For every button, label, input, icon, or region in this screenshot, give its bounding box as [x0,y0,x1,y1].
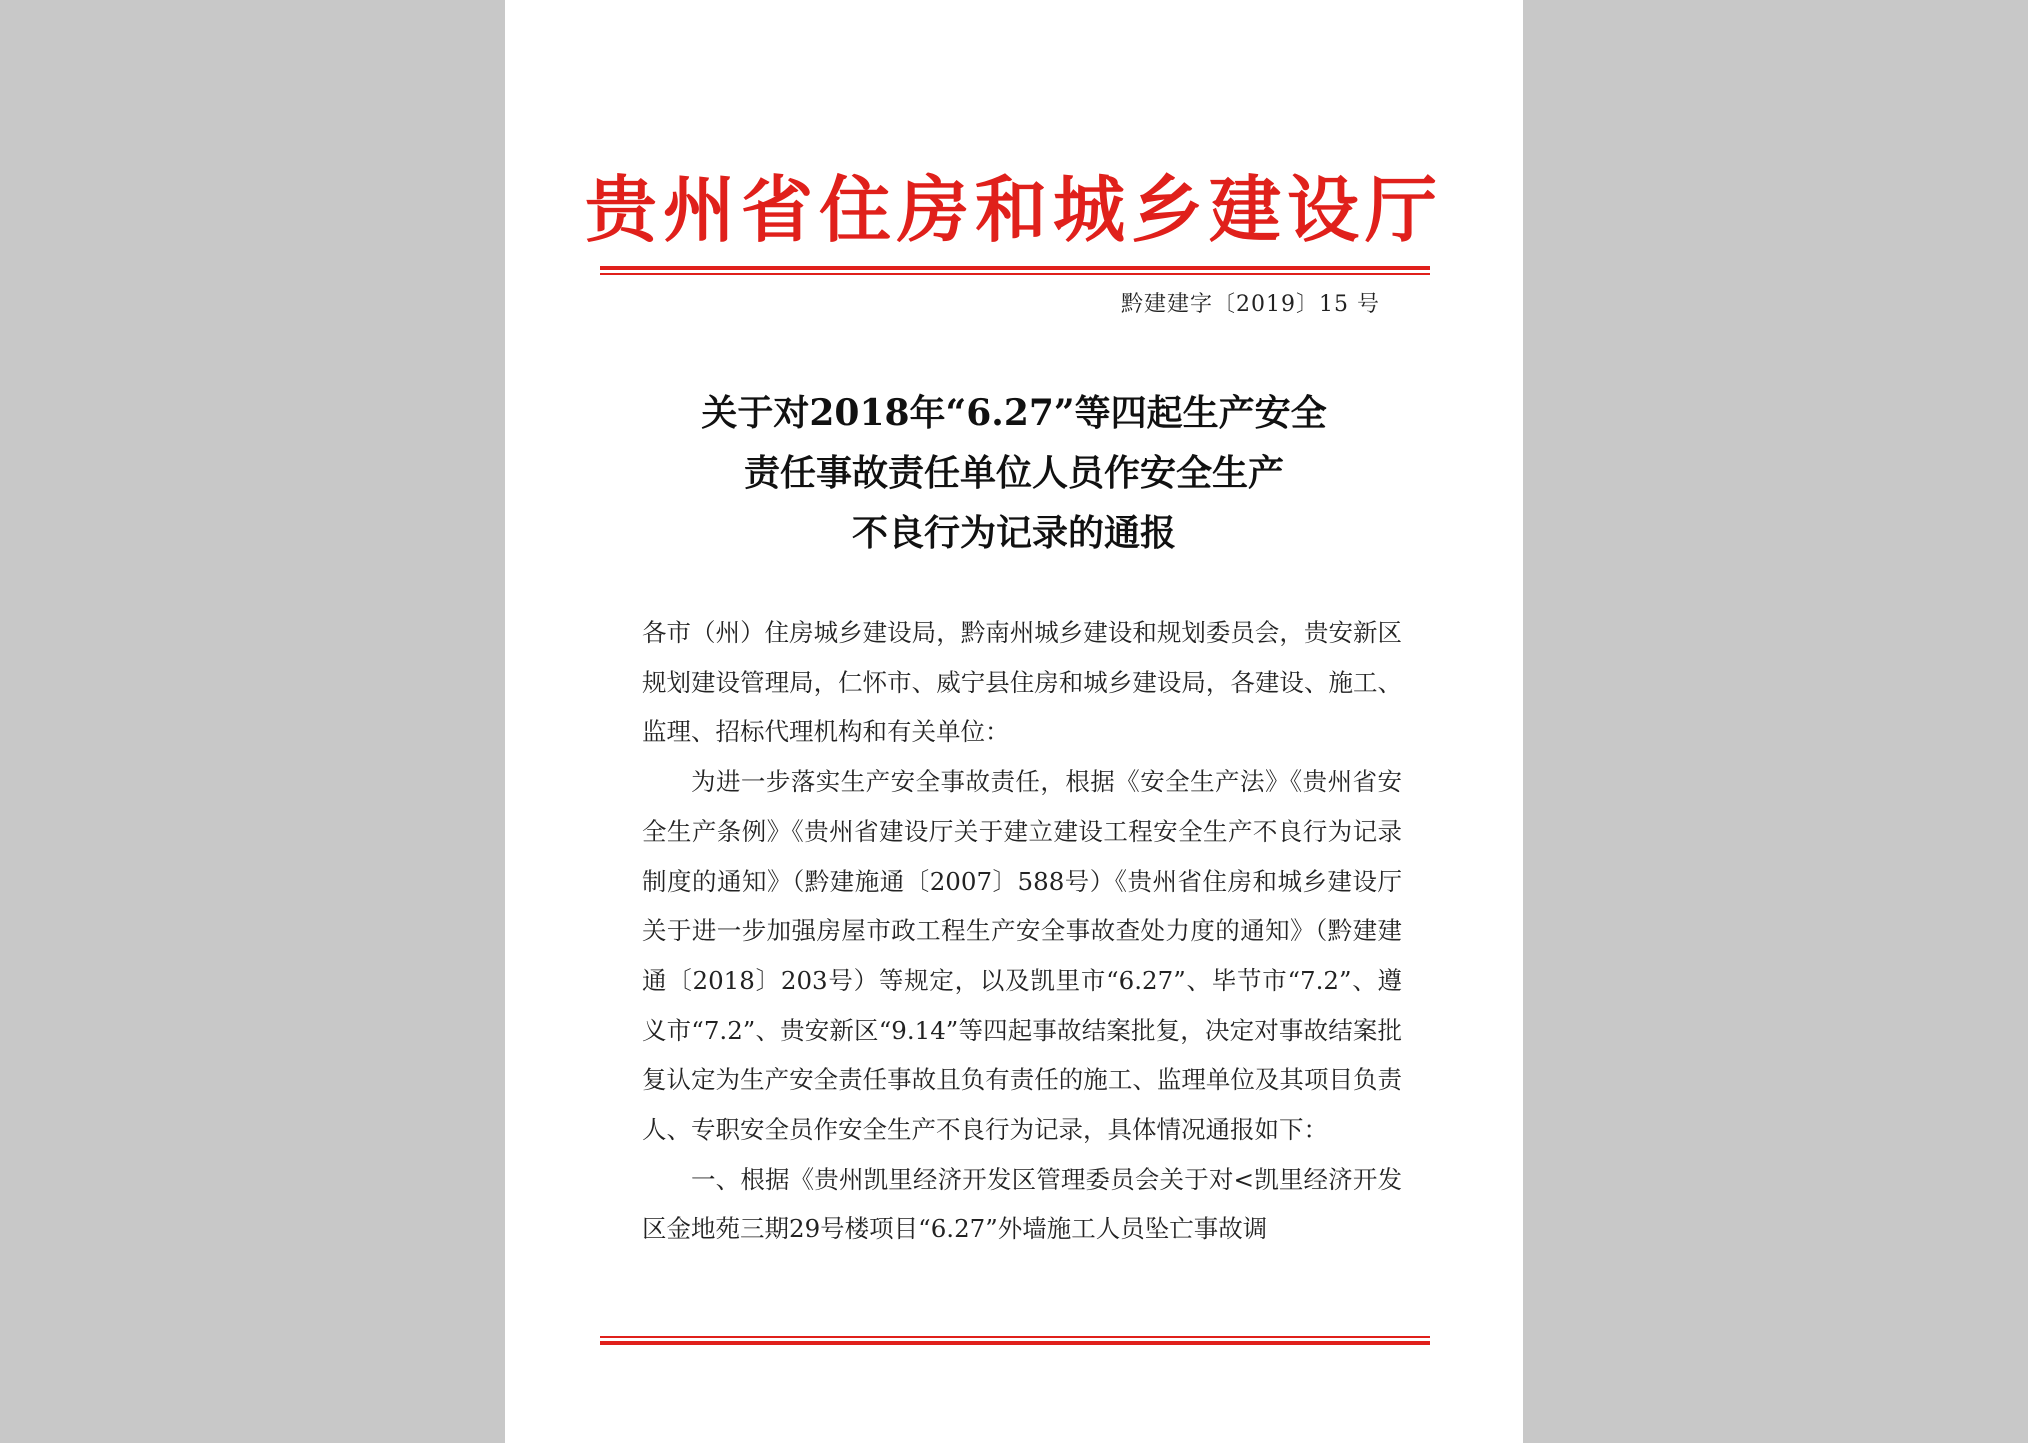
body-paragraph-1: 为进一步落实生产安全事故责任，根据《安全生产法》《贵州省安全生产条例》《贵州省建设厅关于建立建设工程安全生产不良行为记录制度的通知》（黔建施通〔2007〕588号）《贵州省住房和城乡建设厅关于进一步加强房屋市政工程生产安全事故查处力度的通知》（黔建建通〔2018〕203号）等规定，以及凯里市“6.27”、毕节市“7.2”、遵义市“7.2”、贵安新区“9.14”等四起事故结案批复，决定对事故结案批复认定为生产安全责任事故且负有责任的施工、监理单位及其项目负责人、专职安全员作安全生产不良行为记录，具体情况通报如下： [642,767,1402,1145]
document-title-line-1: 关于对2018年“6.27”等四起生产安全 [701,392,1327,434]
header-red-rule-thin [600,273,1430,275]
document-page [505,0,1523,1443]
body-paragraph-2: 一、根据《贵州凯里经济开发区管理委员会关于对<凯里经济开发区金地苑三期29号楼项目“6.27”外墙施工人员坠亡事故调 [642,1164,1402,1244]
footer-red-rule-thick [600,1341,1430,1345]
document-number: 黔建建字〔2019〕15 号 [1121,292,1380,317]
addressee-paragraph: 各市（州）住房城乡建设局，黔南州城乡建设和规划委员会，贵安新区规划建设管理局，仁怀市、威宁县住房和城乡建设局，各建设、施工、监理、招标代理机构和有关单位： [642,618,1402,747]
document-title-line-3: 不良行为记录的通报 [851,512,1176,554]
footer-red-rule-thin [600,1336,1430,1338]
document-title-line-2: 责任事故责任单位人员作安全生产 [743,452,1284,494]
document-title [505,383,1523,563]
issuing-authority-header: 贵州省住房和城乡建设厅 [584,167,1443,252]
document-body [642,608,1402,1254]
header-red-rule-thick [600,266,1430,270]
